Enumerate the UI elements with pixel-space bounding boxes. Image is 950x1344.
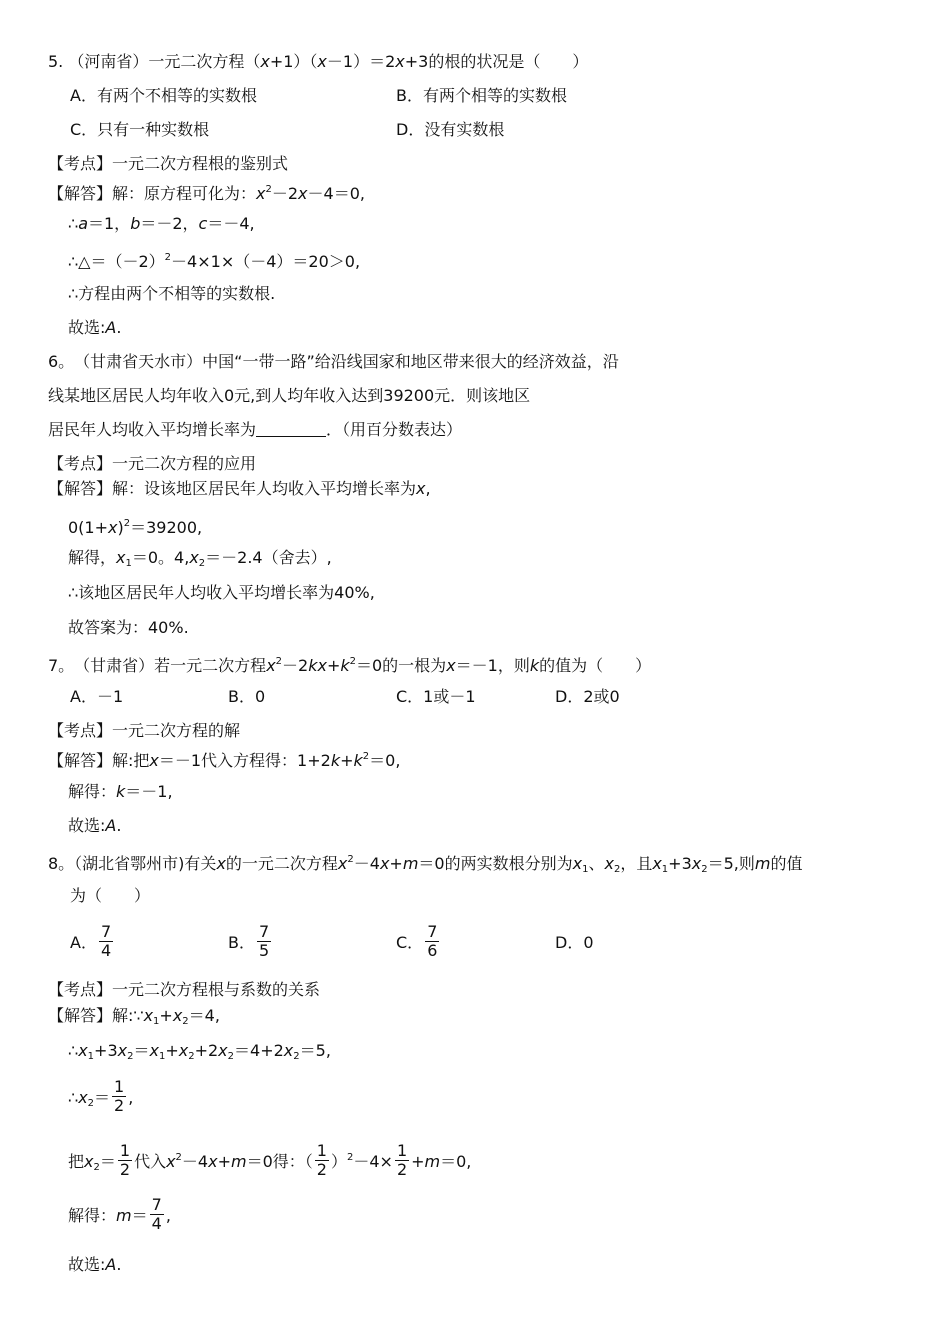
q5-step-1: ∴a＝1，b＝－2，c＝－4, <box>68 214 255 233</box>
q7-option-a: A．－1 <box>70 687 124 706</box>
q5-step-3: ∴方程由两个不相等的实数根. <box>68 284 276 303</box>
q8-option-b: B． $\frac{7}{5}$ <box>228 922 270 960</box>
q5-answer: 故选:A. <box>68 318 122 337</box>
q7-answer: 故选:A. <box>68 816 122 835</box>
q8-answer: 故选:A. <box>68 1255 122 1274</box>
q6-step-1: $0(1+x)^2=39200$, <box>68 518 203 537</box>
q8-option-c: C． $\frac{7}{6}$ <box>396 922 438 960</box>
q6-stem-line-2: 线某地区居民人均年收入0元,到人均年收入达到39200元．则该地区 <box>48 386 531 405</box>
q5-stem: 5. （河南省）一元二次方程（x+1）（x－1）＝2x+3的根的状况是（ ） <box>48 52 589 71</box>
fraction: $\frac{1}{2}$ <box>396 1141 408 1179</box>
q8-step-2: $\therefore x_2=$ $\frac{1}{2}$ , <box>68 1077 134 1115</box>
q5-option-d: D．没有实数根 <box>396 120 505 139</box>
q5-option-c: C．只有一种实数根 <box>70 120 210 139</box>
fraction: $\frac{7}{5}$ <box>258 922 270 960</box>
q6-stem-line-1: 6。 （甘肃省天水市）中国“一带一路”给沿线国家和地区带来很大的经济效益，沿 <box>48 352 619 371</box>
q5-step-2: $\therefore\triangle=(-2)^2-4\times 1\times(-4)=20>0$, <box>68 252 361 271</box>
q6-jieda: 【解答】解：设该地区居民年人均收入平均增长率为x, <box>48 479 431 498</box>
q5-jieda: 【解答】解：原方程可化为：$x^2-2x-4=0$, <box>48 184 365 203</box>
answer-blank <box>256 422 326 437</box>
fraction: $\frac{1}{2}$ <box>119 1141 131 1179</box>
q8-option-d: D．0 <box>555 933 594 952</box>
q7-jieda: 【解答】解:把x＝－1代入方程得：$1+2k+k^2=0$, <box>48 751 401 770</box>
q6-step-3: ∴该地区居民年人均收入平均增长率为40%, <box>68 583 375 602</box>
q5-kaodian: 【考点】一元二次方程根的鉴别式 <box>48 154 289 173</box>
q6-stem-line-3: 居民年人均收入平均增长率为 ．（用百分数表达） <box>48 420 463 439</box>
q8-stem-line-2: 为（ ） <box>70 886 151 905</box>
q8-kaodian: 【考点】一元二次方程根与系数的关系 <box>48 980 321 999</box>
q8-option-a: A． $\frac{7}{4}$ <box>70 922 112 960</box>
q5-option-b: B．有两个相等的实数根 <box>396 86 567 105</box>
fraction: $\frac{1}{2}$ <box>114 1077 125 1115</box>
q7-option-c: C．1或－1 <box>396 687 476 706</box>
q8-step-3: 把$x_2=$ $\frac{1}{2}$ 代入$x^2-4x+m=0$得：（ $\frac{1}{2}$ ）$^2$－4× $\frac{1}{2}$ +m＝0, <box>68 1141 472 1179</box>
q6-kaodian: 【考点】一元二次方程的应用 <box>48 454 257 473</box>
q7-step-1: 解得：k＝－1, <box>68 782 173 801</box>
q6-step-2: 解得，$x_1=0$。$4,x_2=-2.4$（舍去）, <box>68 548 332 569</box>
q7-kaodian: 【考点】一元二次方程的解 <box>48 721 241 740</box>
fraction: $\frac{1}{2}$ <box>316 1141 327 1179</box>
q8-step-1: $\therefore x_1+3x_2=x_1+x_2+2x_2=4+2x_2=5$, <box>68 1041 331 1062</box>
q7-stem: 7。 （甘肃省）若一元二次方程$x^2-2kx+k^2=0$的一根为x＝－1，则k的值为（ ） <box>48 656 652 675</box>
q7-option-d: D．2或0 <box>555 687 620 706</box>
q8-step-4: 解得：m＝ $\frac{7}{4}$ , <box>68 1195 171 1233</box>
fraction: $\frac{7}{4}$ <box>100 922 112 960</box>
q7-option-b: B．0 <box>228 687 266 706</box>
q6-step-4: 故答案为：40%. <box>68 618 189 637</box>
fraction: $\frac{7}{4}$ <box>151 1195 162 1233</box>
q8-jieda: 【解答】解$:\because x_1+x_2=4$, <box>48 1006 220 1027</box>
q5-option-a: A．有两个不相等的实数根 <box>70 86 257 105</box>
q8-stem-line-1: 8。（湖北省鄂州市)有关x的一元二次方程$x^2-4x+m=0$的两实数根分别为$x_1$、$x_2$，且$x_1+3x_2=5$,则m的值 <box>48 854 803 875</box>
fraction: $\frac{7}{6}$ <box>427 922 438 960</box>
